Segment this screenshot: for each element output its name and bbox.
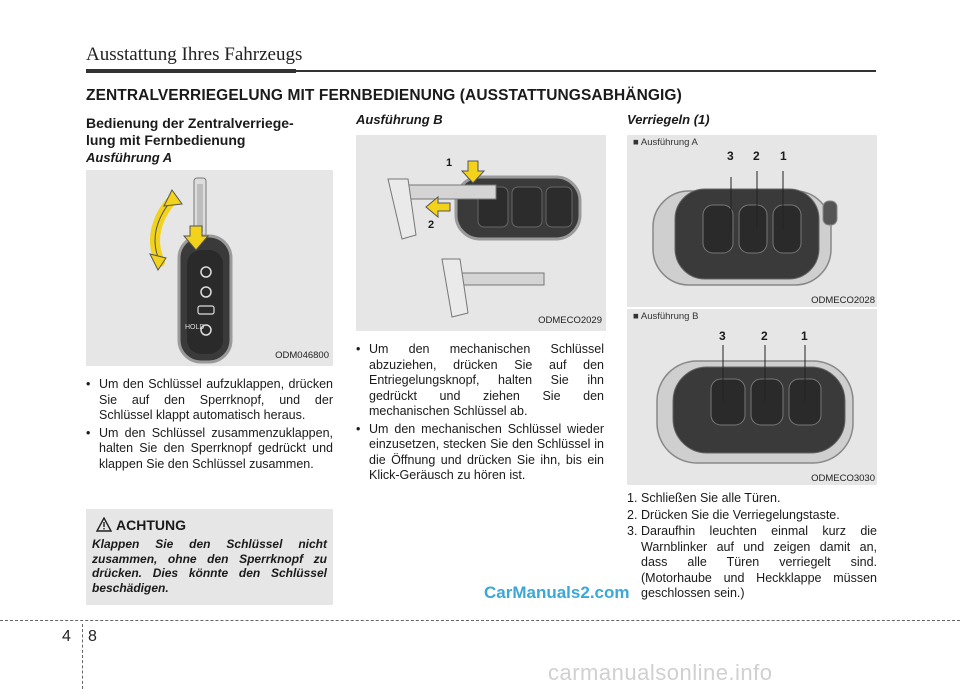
key-fob-b-illustration — [356, 135, 606, 331]
step-number: 2. — [627, 507, 638, 522]
col1-heading-line2: lung mit Fernbedienung — [86, 132, 246, 148]
list-item — [627, 508, 877, 524]
hold-label-a: HOLD — [185, 324, 205, 331]
col1-heading — [86, 115, 336, 149]
figure-code-a: ODM046800 — [275, 350, 329, 361]
figure-fob-a-buttons — [627, 135, 877, 307]
callout-2: 2 — [428, 219, 435, 231]
fig-a-number-1: 1 — [780, 149, 787, 163]
col1-heading-line1: Bedienung der Zentralverriege- — [86, 115, 294, 131]
col3-subheading: Verriegeln (1) — [627, 112, 710, 127]
figure-code-b: ODMECO2029 — [538, 315, 602, 326]
fob-b-button-illustration — [627, 309, 877, 485]
list-item: • Um den Schlüssel aufzuklappen, drücken Sie auf den Sperrknopf, und der Schlüssel klappt automatisch heraus. — [86, 377, 333, 424]
fig-a-number-2: 2 — [753, 149, 760, 163]
col2-bullet-list — [356, 342, 604, 486]
fob-a-button-illustration — [627, 135, 877, 307]
fig-b-number-3: 3 — [719, 329, 726, 343]
figure-fob-b-buttons — [627, 309, 877, 485]
col3-steps-list — [627, 491, 877, 603]
fig-b-label: ■ Ausführung B — [633, 311, 699, 322]
list-item: • Um den mechanischen Schlüssel abzuziehen, drücken Sie auf den Entriegelungsknopf, halten Sie ihn gedrückt und ziehen Sie den mechanischen Schlüssel ab. — [356, 342, 604, 420]
figure-key-fob-a — [86, 170, 333, 366]
figure-code-fig-a: ODMECO2028 — [811, 295, 875, 306]
step-number: 1. — [627, 491, 638, 505]
warning-title: ACHTUNG — [116, 517, 186, 533]
list-item — [627, 524, 877, 602]
section-title: ZENTRALVERRIEGELUNG MIT FERNBEDIENUNG (AUSSTATTUNGSABHÄNGIG) — [86, 87, 682, 104]
site-watermark: carmanualsonline.info — [548, 660, 773, 685]
fig-b-number-1: 1 — [801, 329, 808, 343]
figure-key-fob-b — [356, 135, 606, 331]
footer-vertical-rule — [82, 624, 84, 689]
watermark-link[interactable]: CarManuals2.com — [484, 583, 630, 602]
col2-subheading: Ausführung B — [356, 112, 443, 127]
key-fob-a-illustration — [86, 170, 333, 366]
fig-a-label: ■ Ausführung A — [633, 137, 698, 148]
list-item — [627, 491, 877, 507]
warning-triangle-icon — [96, 517, 112, 537]
header-title: Ausstattung Ihres Fahrzeugs — [86, 44, 303, 65]
step-text: Daraufhin leuchten einmal kurz die Warnblinker auf und zeigen damit an, dass alle Türen verriegelt sind. (Motorhaube und Heckklappe müssen geschlossen sein.) — [641, 524, 877, 600]
page-chapter: 4 — [62, 628, 71, 645]
list-item: • Um den Schlüssel zusammenzuklappen, halten Sie den Sperrknopf gedrückt und klappen Sie den Schlüssel zusammen. — [86, 426, 333, 473]
header-rule-thick — [86, 69, 296, 73]
step-text: Drücken Sie die Verriegelungstaste. — [641, 507, 840, 522]
warning-box — [86, 509, 333, 605]
page-number: 8 — [88, 628, 97, 645]
col1-subheading: Ausführung A — [86, 150, 173, 165]
fig-a-number-3: 3 — [727, 149, 734, 163]
step-text: Schließen Sie alle Türen. — [641, 491, 781, 505]
figure-code-fig-b: ODMECO3030 — [811, 473, 875, 484]
fig-b-number-2: 2 — [761, 329, 768, 343]
header-rule — [296, 70, 876, 72]
warning-text: Klappen Sie den Schlüssel nicht zusammen, ohne den Sperrknopf zu drücken. Dies könnte den Schlüssel beschädigen. — [92, 537, 327, 595]
callout-1: 1 — [446, 157, 453, 169]
step-number: 3. — [627, 524, 638, 538]
footer-dashed-rule — [0, 620, 960, 622]
list-item: • Um den mechanischen Schlüssel wieder einzusetzen, stecken Sie den Schlüssel in die Öffnung und drücken Sie ihn, bis ein Klick-Geräusch zu hören ist. — [356, 422, 604, 484]
col1-bullet-list — [86, 377, 333, 474]
